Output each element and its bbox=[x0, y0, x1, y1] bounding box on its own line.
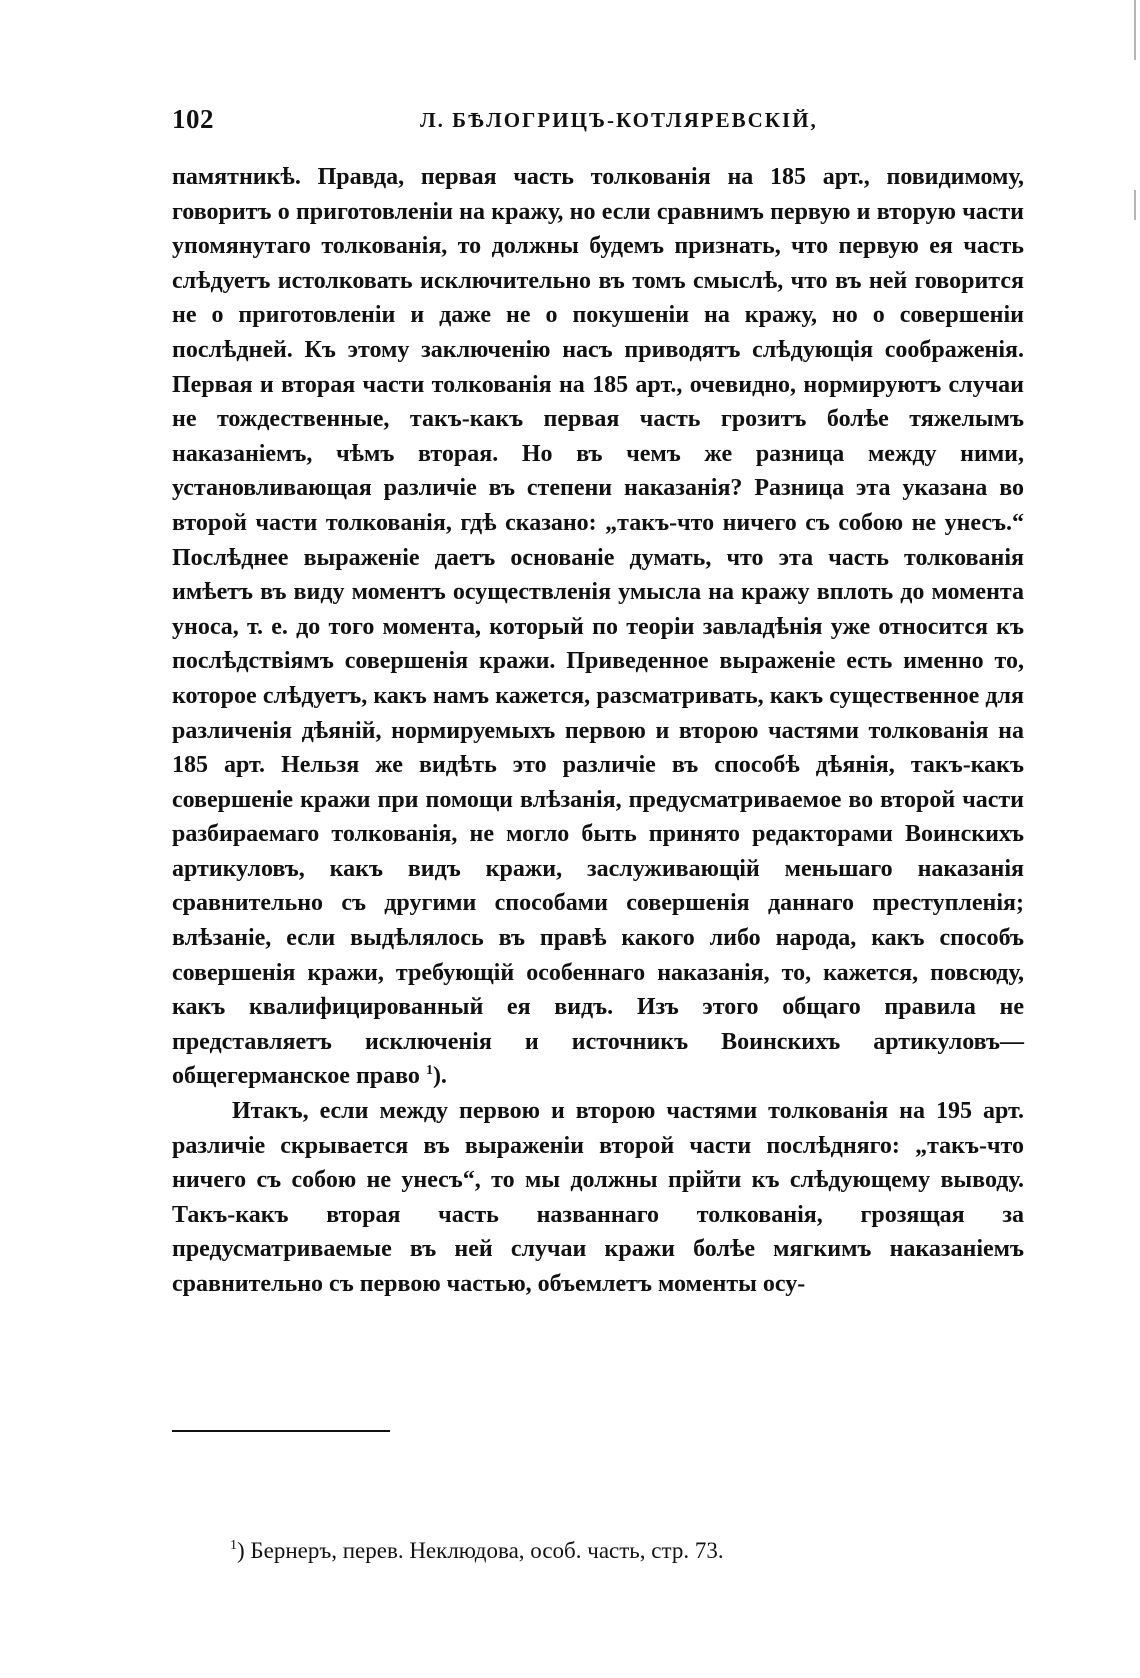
footnote bbox=[230, 1538, 724, 1564]
paragraph-1 bbox=[172, 160, 1024, 1094]
paragraph-1-text: памятникѣ. Правда, первая часть толкованія на 185 арт., повидимому, говоритъ о приготовленіи на кражу, но если сравнимъ первую и вторую части упомянутаго толкованія, то должны будемъ признать, что первую ея часть слѣдуетъ истолковать исключительно въ томъ смыслѣ, что въ ней говорится не о приготовленіи и даже не о покушеніи на кражу, но о совершеніи послѣдней. Къ этому заключенію насъ приводятъ слѣдующія соображенія. Первая и вторая части толкованія на 185 арт., очевидно, нормируютъ случаи не тождественные, такъ-какъ первая часть грозитъ болѣе тяжелымъ наказаніемъ, чѣмъ вторая. Но въ чемъ же разница между ними, установливающая различіе въ степени наказанія? Разница эта указана во второй части толкованія, гдѣ сказано: „такъ-что ничего съ собою не унесъ.“ Послѣднее выраженіе даетъ основаніе думать, что эта часть толкованія имѣетъ въ виду моментъ осуществленія умысла на кражу вплоть до момента уноса, т. е. до того момента, который по теоріи завладѣнія уже относится къ послѣдствіямъ совершенія кражи. Приведенное выраженіе есть именно то, которое слѣдуетъ, какъ намъ кажется, разсматривать, какъ существенное для различенія дѣяній, нормируемыхъ первою и второю частями толкованія на 185 арт. Нельзя же видѣть это различіе въ способѣ дѣянія, такъ-какъ совершеніе кражи при помощи влѣзанія, предусматриваемое во второй части разбираемаго толкованія, не могло быть принято редакторами Воинскихъ артикуловъ, какъ видъ кражи, заслуживающій меньшаго наказанія сравнительно съ другими способами совершенія даннаго преступленія; влѣзаніе, если выдѣлялось въ правѣ какого либо народа, какъ способъ совершенія кражи, требующій особеннаго наказанія, то, кажется, повсюду, какъ квалифицированный ея видъ. Изъ этого общаго правила не представляетъ исключенія и источникъ Воинскихъ артикуловъ—общегерманское право bbox=[172, 164, 1024, 1090]
footnote-divider bbox=[172, 1430, 390, 1432]
scan-edge-mark-middle bbox=[1134, 190, 1136, 220]
paragraph-2: Итакъ, если между первою и второю частями толкованія на 195 арт. различіе скрывается въ выраженіи второй части послѣдняго: „такъ-что ничего съ собою не унесъ“, то мы должны прійти къ слѣдующему выводу. Такъ-какъ вторая часть названнаго толкованія, грозящая за предусматриваемые въ ней случаи кражи болѣе мягкимъ наказаніемъ сравнительно съ первою частью, объемлетъ моменты осу- bbox=[172, 1098, 1024, 1297]
footnote-reference[interactable]: 1 bbox=[425, 1063, 433, 1079]
page-number: 102 bbox=[172, 104, 214, 134]
footnote-text: ) Бернеръ, перев. Неклюдова, особ. часть, стр. 73. bbox=[237, 1538, 724, 1563]
paragraph-1-end: ). bbox=[432, 1063, 447, 1090]
main-text bbox=[172, 160, 1024, 1302]
running-head: Л. БѢЛОГРИЦЪ-КОТЛЯРЕВСКІЙ, bbox=[420, 108, 818, 132]
footnote-marker: 1 bbox=[230, 1538, 237, 1553]
scan-edge-mark-top bbox=[1134, 0, 1136, 60]
